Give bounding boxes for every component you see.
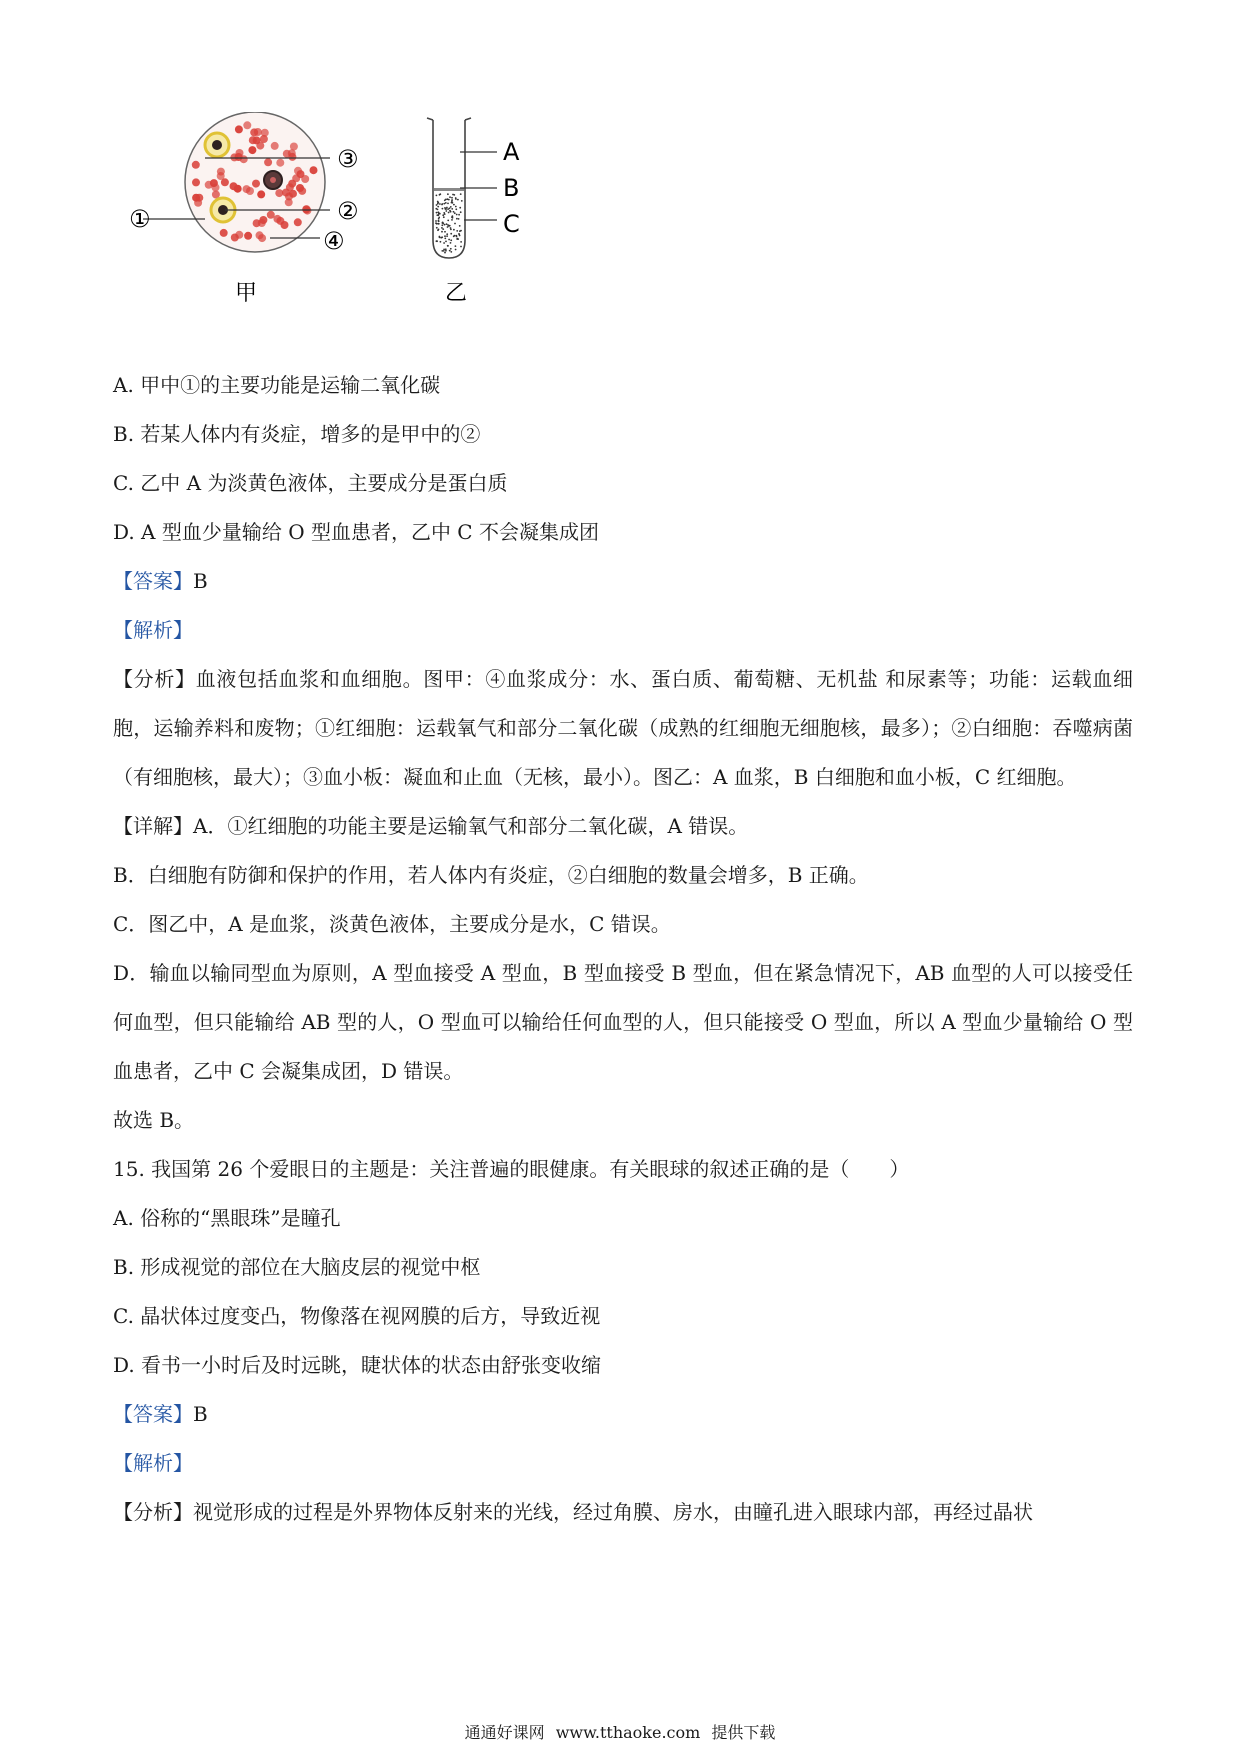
red-blood-cell	[192, 161, 200, 169]
q14-detail-b: B．白细胞有防御和保护的作用，若人体内有炎症，②白细胞的数量会增多，B 正确。	[113, 863, 869, 887]
sediment-dot	[455, 198, 457, 200]
sediment-dot	[438, 218, 440, 220]
fenxi-text: 血液包括血浆和血细胞。图甲：④血浆成分：水、蛋白质、葡萄糖、无机盐 和尿素等；功能：运载血细胞，运输养料和废物；①红细胞：运载氧气和部分二氧化碳（成熟的红细胞无细胞核，最多）；②白细胞：吞噬病菌（有细胞核，最大）；③血小板：凝血和止血（无核，最小）。图乙：A 血浆，B 白细胞和血小板，C 红细胞。	[113, 667, 1134, 789]
sediment-dot	[445, 202, 447, 204]
red-blood-cell	[259, 216, 267, 224]
red-blood-cell	[294, 218, 302, 226]
q14-option-c: C. 乙中 A 为淡黄色液体，主要成分是蛋白质	[113, 471, 508, 495]
page-footer	[0, 1721, 1240, 1745]
red-blood-cell	[192, 194, 200, 202]
answer-tag: 【答案】	[113, 1402, 193, 1426]
sediment-dot	[436, 212, 438, 214]
sediment-dot	[452, 217, 454, 219]
q14-answer	[113, 557, 1133, 606]
sediment-dot	[441, 227, 443, 229]
label-tube-a: A	[503, 138, 520, 166]
sediment-dot	[450, 248, 452, 250]
sediment-dot	[450, 251, 452, 253]
sediment-dot	[439, 194, 441, 196]
red-blood-cell	[298, 187, 306, 195]
sediment-dot	[457, 199, 459, 201]
q14-detail-d: D．输血以输同型血为原则，A 型血接受 A 型血，B 型血接受 B 型血，但在紧急情况下，AB 血型的人可以接受任何血型，但只能输给 AB 型的人，O 型血可以输给任何血型的人，但只能接受 O 型血，所以 A 型血少量输给 O 型血患者，乙中 C 会凝集成团，D 错误。	[113, 961, 1133, 1083]
sediment-dot	[454, 223, 456, 225]
red-blood-cell	[230, 182, 238, 190]
label-circle-3: ③	[337, 145, 359, 173]
red-blood-cell	[285, 198, 293, 206]
sediment-dot	[442, 208, 444, 210]
q15-option-c: C. 晶状体过度变凸，物像落在视网膜的后方，导致近视	[113, 1304, 601, 1328]
red-blood-cell	[310, 166, 318, 174]
red-blood-cell	[243, 185, 251, 193]
sediment-dot	[456, 230, 458, 232]
sediment-dot	[443, 242, 445, 244]
document-body	[113, 361, 1133, 1537]
red-blood-cell	[258, 234, 266, 242]
sediment-dot	[446, 223, 448, 225]
sediment-dot	[456, 214, 458, 216]
sediment-dot	[453, 204, 455, 206]
sediment-dot	[457, 238, 459, 240]
q14-detail-c: C．图乙中，A 是血浆，淡黄色液体，主要成分是水，C 错误。	[113, 912, 671, 936]
q15-analysis	[113, 1488, 1133, 1537]
blood-smear-circle	[185, 112, 325, 252]
red-blood-cell	[271, 142, 279, 150]
sediment-dot	[451, 197, 453, 199]
sediment-dot	[436, 240, 438, 242]
platelet-cell	[264, 171, 282, 189]
sediment-dot	[440, 241, 442, 243]
sediment-dot	[444, 252, 446, 254]
sediment-dot	[458, 218, 460, 220]
fenxi-tag: 【分析】	[113, 667, 196, 691]
sediment-dot	[439, 213, 441, 215]
answer-value: B	[193, 569, 208, 593]
sediment-dot	[450, 233, 452, 235]
red-blood-cell	[260, 135, 268, 143]
red-blood-cell	[257, 190, 265, 198]
sediment-dot	[460, 246, 462, 248]
sediment-dot	[445, 248, 447, 250]
sediment-dot	[454, 235, 456, 237]
q14-option-d: D. A 型血少量输给 O 型血患者，乙中 C 不会凝集成团	[113, 520, 599, 544]
q15-option-a: A. 俗称的“黑眼珠”是瞳孔	[113, 1206, 341, 1230]
sediment-dot	[443, 212, 445, 214]
sediment-dot	[451, 208, 453, 210]
sediment-dot	[437, 229, 439, 231]
sediment-dot	[438, 220, 440, 222]
red-blood-cell	[273, 215, 281, 223]
sediment-dot	[455, 245, 457, 247]
sediment-dot	[436, 204, 438, 206]
label-circle-4: ④	[323, 227, 345, 255]
red-blood-cell	[264, 158, 272, 166]
sediment-dot	[439, 203, 441, 205]
red-blood-cell	[235, 153, 243, 161]
label-tube-b: B	[503, 174, 520, 202]
sediment-dot	[445, 241, 447, 243]
sediment-dot	[439, 236, 441, 238]
caption-yi: 乙	[445, 281, 468, 306]
detail-a-text: A．①红细胞的功能主要是运输氧气和部分二氧化碳，A 错误。	[193, 814, 749, 838]
sediment-dot	[441, 250, 443, 252]
q14-option-b: B. 若某人体内有炎症，增多的是甲中的②	[113, 422, 481, 446]
sediment-dot	[459, 207, 461, 209]
q15-stem: 15. 我国第 26 个爱眼日的主题是：关注普遍的眼健康。有关眼球的叙述正确的是（ ）	[113, 1157, 910, 1181]
sediment-dot	[446, 235, 448, 237]
sediment-dot	[449, 207, 451, 209]
sediment-dot	[437, 209, 439, 211]
sediment-dot	[460, 193, 462, 195]
red-blood-cell	[231, 234, 239, 242]
answer-value: B	[193, 1402, 208, 1426]
red-blood-cell	[244, 232, 252, 240]
red-blood-cell	[217, 172, 225, 180]
sediment-dot	[458, 214, 460, 216]
red-blood-cell	[192, 178, 200, 186]
footer-action: 提供下载	[711, 1723, 776, 1742]
jiexi-tag: 【解析】	[113, 1451, 193, 1475]
sediment-dot	[437, 203, 439, 205]
q15-option-b: B. 形成视觉的部位在大脑皮层的视觉中枢	[113, 1255, 481, 1279]
red-blood-cell	[288, 149, 296, 157]
sediment-dot	[448, 199, 450, 201]
sediment-dot	[461, 200, 463, 202]
sediment-dot	[452, 202, 454, 204]
label-tube-c: C	[503, 210, 520, 238]
red-blood-cell	[275, 189, 283, 197]
red-blood-cell	[267, 211, 275, 219]
sediment-dot	[444, 235, 446, 237]
sediment-dot	[460, 211, 462, 213]
footer-site: 通通好课网	[464, 1723, 545, 1742]
fenxi-text: 视觉形成的过程是外界物体反射来的光线，经过角膜、房水，由瞳孔进入眼球内部，再经过晶状	[193, 1500, 1033, 1524]
q15-option-d: D. 看书一小时后及时远眺，睫状体的状态由舒张变收缩	[113, 1353, 602, 1377]
sediment-dot	[458, 233, 460, 235]
sediment-dot	[441, 203, 443, 205]
q14-analysis	[113, 655, 1133, 802]
q14-detail-a	[113, 802, 1133, 851]
red-blood-cell	[235, 125, 243, 133]
sediment-dot	[435, 220, 437, 222]
sediment-dot	[453, 211, 455, 213]
sediment-dot	[436, 227, 438, 229]
sediment-dot	[441, 224, 443, 226]
blood-diagram	[115, 112, 635, 342]
red-blood-cell	[220, 229, 228, 237]
sediment-dot	[451, 200, 453, 202]
sediment-dot	[449, 196, 451, 198]
sediment-dot	[447, 193, 449, 195]
jiexi-tag: 【解析】	[113, 618, 193, 642]
sediment-dot	[455, 249, 457, 251]
sediment-dot	[448, 239, 450, 241]
sediment-dot	[450, 206, 452, 208]
red-blood-cell	[249, 136, 257, 144]
red-blood-cell	[288, 180, 296, 188]
sediment-dot	[455, 208, 457, 210]
red-blood-cell	[243, 121, 251, 129]
sediment-dot	[450, 239, 452, 241]
red-blood-cell	[281, 221, 289, 229]
sediment-dot	[437, 201, 439, 203]
sediment-dot	[453, 229, 455, 231]
sediment-dot	[441, 231, 443, 233]
sediment-dot	[454, 212, 456, 214]
sediment-dot	[443, 249, 445, 251]
sediment-dot	[451, 219, 453, 221]
sediment-dot	[447, 203, 449, 205]
red-blood-cell	[294, 167, 302, 175]
sediment-dot	[449, 250, 451, 252]
caption-jia: 甲	[235, 281, 258, 306]
sediment-dot	[442, 222, 444, 224]
blood-figure	[115, 112, 635, 342]
sediment-dot	[460, 230, 462, 232]
sediment-dot	[447, 245, 449, 247]
q15-answer	[113, 1390, 1133, 1439]
sediment-dot	[436, 195, 438, 197]
sediment-dot	[459, 235, 461, 237]
label-circle-2: ②	[337, 197, 359, 225]
sediment-dot	[459, 225, 461, 227]
red-blood-cell	[248, 146, 256, 154]
sediment-dot	[444, 199, 446, 201]
sediment-dot	[450, 229, 452, 231]
label-circle-1: ①	[129, 205, 151, 233]
fenxi-tag: 【分析】	[113, 1500, 193, 1524]
xiangjie-tag: 【详解】	[113, 814, 193, 838]
red-blood-cell	[303, 205, 311, 213]
footer-url[interactable]: www.tthaoke.com	[555, 1723, 701, 1742]
q15-jiexi	[113, 1439, 1133, 1488]
sediment-dot	[448, 212, 450, 214]
sediment-dot	[450, 242, 452, 244]
sediment-dot	[447, 226, 449, 228]
sediment-dot	[452, 215, 454, 217]
red-blood-cell	[252, 180, 260, 188]
red-blood-cell	[212, 184, 220, 192]
sediment-dot	[436, 223, 438, 225]
sediment-dot	[442, 214, 444, 216]
sediment-dot	[438, 223, 440, 225]
sediment-dot	[455, 206, 457, 208]
sediment-dot	[444, 231, 446, 233]
sediment-dot	[443, 216, 445, 218]
q14-jiexi	[113, 606, 1133, 655]
sediment-dot	[441, 236, 443, 238]
red-blood-cell	[250, 128, 258, 136]
sediment-dot	[437, 206, 439, 208]
sediment-dot	[446, 233, 448, 235]
sediment-dot	[460, 241, 462, 243]
sediment-dot	[455, 235, 457, 237]
sediment-dot	[450, 211, 452, 213]
sediment-dot	[453, 194, 455, 196]
sediment-dot	[445, 210, 447, 212]
sediment-dot	[445, 208, 447, 210]
sediment-dot	[444, 224, 446, 226]
sediment-dot	[444, 238, 446, 240]
red-blood-cell	[301, 175, 309, 183]
sediment-dot	[456, 218, 458, 220]
red-blood-cell	[276, 159, 284, 167]
sediment-dot	[447, 224, 449, 226]
sediment-dot	[447, 220, 449, 222]
answer-tag: 【答案】	[113, 569, 193, 593]
q14-option-a: A. 甲中①的主要功能是运输二氧化碳	[113, 373, 441, 397]
white-blood-cell-1	[205, 133, 229, 157]
q14-conclusion: 故选 B。	[113, 1108, 195, 1132]
